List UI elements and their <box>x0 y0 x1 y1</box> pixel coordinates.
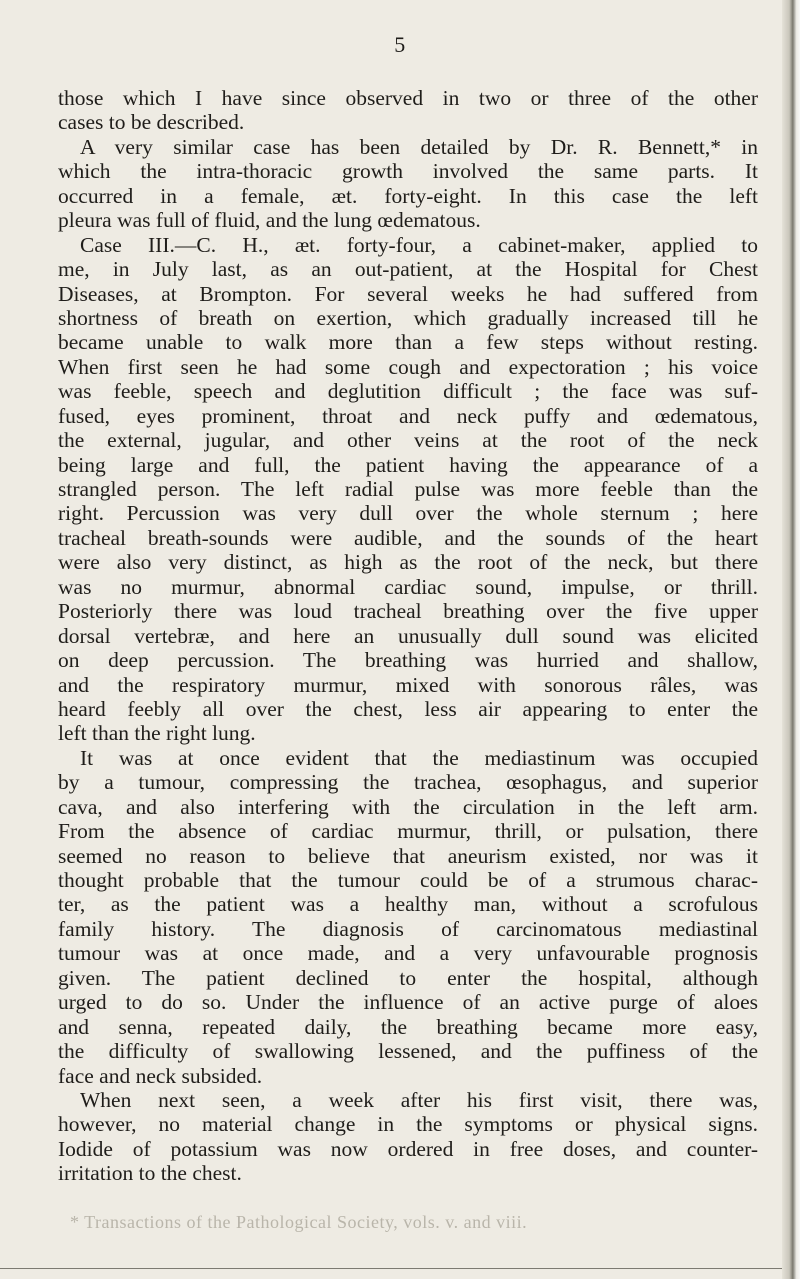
text-line: irritation to the chest. <box>58 1161 242 1186</box>
text-line: From the absence of cardiac murmur, thrill, or pulsation, there <box>58 819 758 844</box>
text-line: heard feebly all over the chest, less air appearing to enter the <box>58 696 758 721</box>
body-text <box>58 86 758 1186</box>
text-line: being large and full, the patient having the appearance of a <box>58 452 758 477</box>
text-line: Diseases, at Brompton. For several weeks he had suffered from <box>58 281 758 306</box>
text-line: became unable to walk more than a few steps without resting. <box>58 330 758 355</box>
text-line: and the respiratory murmur, mixed with sonorous râles, was <box>58 672 758 697</box>
text-line: When next seen, a week after his first visit, there was, <box>80 1087 758 1112</box>
text-line: however, no material change in the symptoms or physical signs. <box>58 1112 758 1137</box>
text-line: were also very distinct, as high as the root of the neck, but there <box>58 550 758 575</box>
text-line: and senna, repeated daily, the breathing became more easy, <box>58 1014 758 1039</box>
text-line: strangled person. The left radial pulse was more feeble than the <box>58 477 758 501</box>
text-line: which the intra-thoracic growth involved the same parts. It <box>58 159 758 184</box>
text-line: was no murmur, abnormal cardiac sound, impulse, or thrill. <box>58 574 758 599</box>
text-line: right. Percussion was very dull over the whole sternum ; here <box>58 501 758 526</box>
text-line: face and neck subsided. <box>58 1063 263 1088</box>
text-line: occurred in a female, æt. forty-eight. In this case the left <box>58 183 758 208</box>
text-line: cava, and also interfering with the circulation in the left arm. <box>58 794 758 819</box>
text-line: thought probable that the tumour could be of a strumous charac- <box>58 868 758 892</box>
text-line: left than the right lung. <box>58 721 256 746</box>
text-line: those which I have since observed in two or three of the other <box>58 86 758 110</box>
bottom-rule <box>0 1268 790 1269</box>
text-line: A very similar case has been detailed by Dr. R. Bennett,* in <box>80 134 758 159</box>
text-line: by a tumour, compressing the trachea, œsophagus, and superior <box>58 770 758 795</box>
text-line: It was at once evident that the mediastinum was occupied <box>80 745 758 770</box>
page-edge <box>782 0 800 1279</box>
text-line: fused, eyes prominent, throat and neck puffy and œdematous, <box>58 403 758 428</box>
text-line: me, in July last, as an out-patient, at the Hospital for Chest <box>58 257 758 282</box>
text-line: given. The patient declined to enter the hospital, although <box>58 965 758 990</box>
text-line: urged to do so. Under the influence of an active purge of aloes <box>58 990 758 1015</box>
text-line: tumour was at once made, and a very unfavourable prognosis <box>58 941 758 966</box>
text-line: was feeble, speech and deglutition difficult ; the face was suf- <box>58 379 758 404</box>
text-line: Case III.—C. H., æt. forty-four, a cabinet-maker, applied to <box>80 232 758 257</box>
text-line: tracheal breath-sounds were audible, and the sounds of the heart <box>58 525 758 550</box>
text-line: When first seen he had some cough and expectoration ; his voice <box>58 354 758 379</box>
footnote: * Transactions of the Pathological Society, vols. v. and viii. <box>70 1212 528 1232</box>
text-line: dorsal vertebræ, and here an unusually dull sound was elicited <box>58 623 758 648</box>
text-line: seemed no reason to believe that aneurism existed, nor was it <box>58 843 758 868</box>
text-line: ter, as the patient was a healthy man, without a scrofulous <box>58 892 758 917</box>
text-line: the difficulty of swallowing lessened, and the puffiness of the <box>58 1039 758 1064</box>
text-line: the external, jugular, and other veins at the root of the neck <box>58 428 758 453</box>
text-line: family history. The diagnosis of carcinomatous mediastinal <box>58 916 758 941</box>
text-line: Iodide of potassium was now ordered in free doses, and counter- <box>58 1136 758 1161</box>
text-line: shortness of breath on exertion, which gradually increased till he <box>58 305 758 330</box>
text-line: on deep percussion. The breathing was hurried and shallow, <box>58 648 758 673</box>
page-number: 5 <box>394 32 406 57</box>
text-line: pleura was full of fluid, and the lung œdematous. <box>58 208 481 233</box>
text-line: cases to be described. <box>58 110 245 135</box>
text-line: Posteriorly there was loud tracheal breathing over the five upper <box>58 599 758 624</box>
